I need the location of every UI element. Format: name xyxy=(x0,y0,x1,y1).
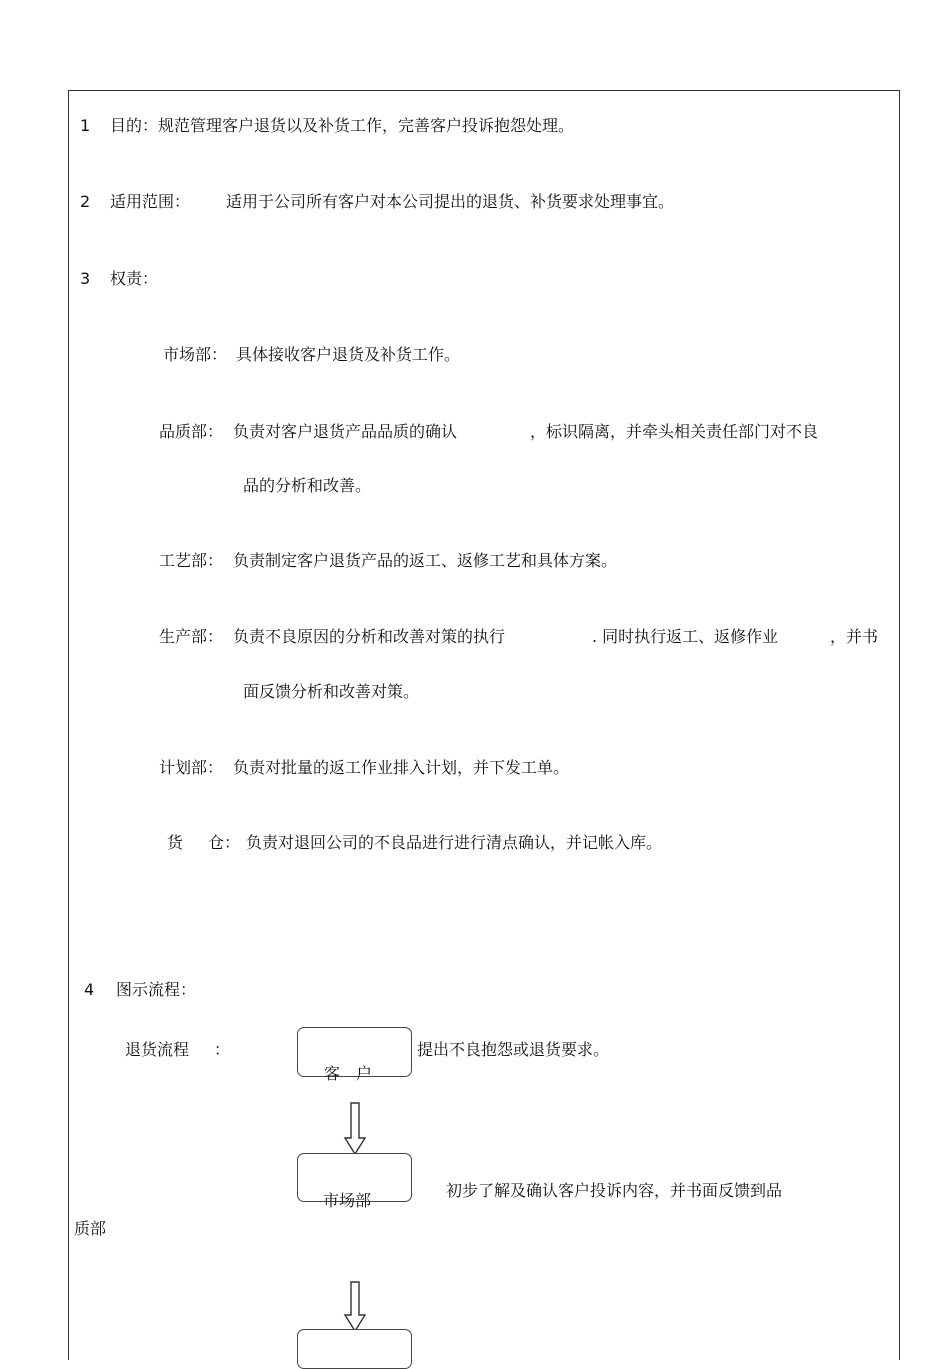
duty-quality-text-a: 负责对客户退货产品品质的确认 xyxy=(233,422,458,441)
duty-planning-dept: 计划部： xyxy=(159,758,224,777)
duty-process-text: 负责制定客户退货产品的返工、返修工艺和具体方案。 xyxy=(233,551,618,570)
flow-note-market: 初步了解及确认客户投诉内容，并书面反馈到品 xyxy=(446,1181,783,1200)
section-1-text: 目的：规范管理客户退货以及补货工作，完善客户投诉抱怨处理。 xyxy=(110,116,575,135)
section-2-label: 适用范围： xyxy=(110,192,191,211)
document-frame xyxy=(68,90,900,1360)
duty-production-text-a: 负责不良原因的分析和改善对策的执行 xyxy=(233,627,506,646)
duty-production-dept: 生产部： xyxy=(159,627,224,646)
duty-market-dept: 市场部： xyxy=(163,345,228,364)
section-2-text: 适用于公司所有客户对本公司提出的退货、补货要求处理事宜。 xyxy=(226,192,675,211)
flow-note-customer: 提出不良抱怨或退货要求。 xyxy=(417,1040,610,1059)
duty-warehouse-dept-b: 仓： xyxy=(208,833,241,852)
flow-note-market-cont: 质部 xyxy=(74,1219,107,1238)
section-4-number: 4 xyxy=(84,980,95,999)
section-3-label: 权责： xyxy=(110,269,159,288)
duty-quality-text-b: ，标识隔离，并牵头相关责任部门对不良 xyxy=(530,422,819,441)
flow-box-market-label: 市场部 xyxy=(323,1191,372,1210)
duty-quality-text-c: 品的分析和改善。 xyxy=(243,476,372,495)
duty-market-text: 具体接收客户退货及补货工作。 xyxy=(236,345,461,364)
section-4-label: 图示流程： xyxy=(116,980,197,999)
duty-production-text-b: . 同时执行返工、返修作业 xyxy=(592,627,779,646)
duty-warehouse-dept-a: 货 xyxy=(167,833,184,852)
section-1-number: 1 xyxy=(80,116,91,135)
duty-production-text-c: ，并书 xyxy=(830,627,879,646)
section-3-number: 3 xyxy=(80,269,91,288)
flow-title: 退货流程 xyxy=(125,1040,190,1059)
duty-process-dept: 工艺部： xyxy=(159,551,224,570)
flow-box-next xyxy=(297,1329,412,1369)
flow-box-customer-label: 客 户 xyxy=(324,1064,373,1083)
duty-planning-text: 负责对批量的返工作业排入计划，并下发工单。 xyxy=(233,758,570,777)
flow-arrow-down-icon xyxy=(343,1281,367,1333)
duty-warehouse-text: 负责对退回公司的不良品进行进行清点确认，并记帐入库。 xyxy=(246,833,663,852)
flow-arrow-down-icon xyxy=(343,1102,367,1156)
flow-title-colon: ： xyxy=(214,1040,231,1059)
duty-quality-dept: 品质部： xyxy=(159,422,224,441)
section-2-number: 2 xyxy=(80,192,91,211)
duty-production-text-d: 面反馈分析和改善对策。 xyxy=(243,682,420,701)
